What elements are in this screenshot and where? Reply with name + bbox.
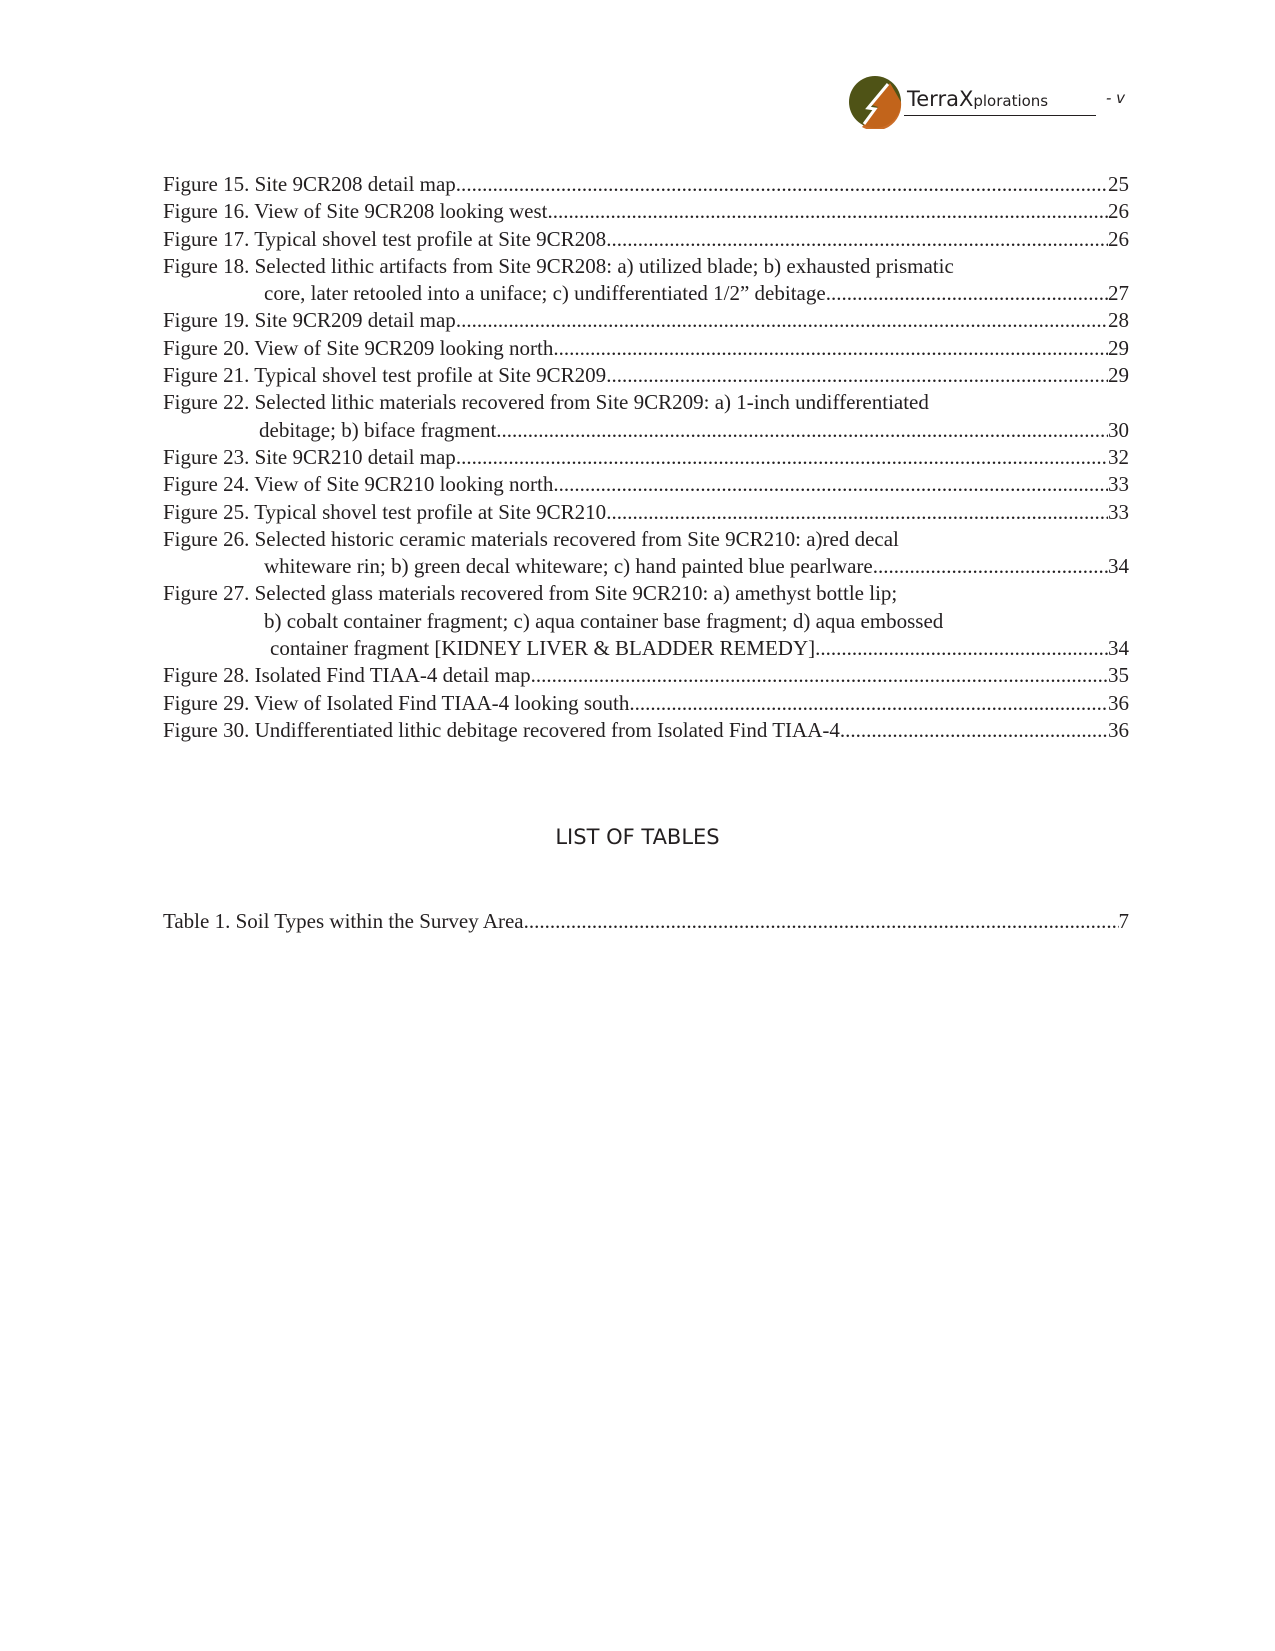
entry-label: Figure 24. View of Site 9CR210 looking north: [163, 472, 554, 497]
figure-entry-15: [163, 171, 1129, 198]
figure-entry-21: [163, 362, 1129, 389]
entry-page: 27: [1108, 281, 1129, 306]
entry-page: 26: [1108, 199, 1129, 224]
list-of-tables: [163, 908, 1129, 935]
entry-first-line: Figure 22. Selected lithic materials recovered from Site 9CR209: a) 1-inch undifferentiated: [163, 390, 929, 415]
dot-leader: [606, 226, 1108, 253]
dot-leader: [548, 198, 1108, 225]
dot-leader: [606, 499, 1108, 526]
figure-entry-28: [163, 662, 1129, 689]
entry-label: Figure 28. Isolated Find TIAA-4 detail map: [163, 663, 531, 688]
entry-page: 35: [1108, 663, 1129, 688]
entry-label: Figure 23. Site 9CR210 detail map: [163, 444, 456, 469]
figure-entry-30: [163, 717, 1129, 744]
entry-page: 29: [1108, 363, 1129, 388]
dot-leader: [524, 908, 1119, 935]
entry-label: whiteware rin; b) green decal whiteware; c) hand painted blue pearlware: [264, 554, 873, 579]
entry-label: Figure 20. View of Site 9CR209 looking north: [163, 335, 554, 360]
figure-entry-22: [163, 389, 1129, 444]
figure-entry-17: [163, 226, 1129, 253]
figure-entry-27: [163, 580, 1129, 662]
figure-entry-29: [163, 690, 1129, 717]
dot-leader: [456, 444, 1108, 471]
figure-entry-19: [163, 307, 1129, 334]
entry-label: container fragment [KIDNEY LIVER & BLADDER REMEDY]: [270, 636, 816, 661]
dot-leader: [840, 717, 1108, 744]
figure-entry-25: [163, 499, 1129, 526]
entry-page: 34: [1108, 636, 1129, 661]
page-header: [848, 75, 1133, 133]
page-number: - v: [1106, 89, 1126, 107]
entry-label: Figure 19. Site 9CR209 detail map: [163, 308, 456, 333]
entry-page: 7: [1118, 909, 1129, 933]
entry-page: 28: [1108, 308, 1129, 333]
entry-first-line: Figure 26. Selected historic ceramic materials recovered from Site 9CR210: a)red decal: [163, 526, 899, 551]
dot-leader: [456, 307, 1108, 334]
brand-primary: TerraX: [907, 87, 974, 111]
entry-label: Figure 15. Site 9CR208 detail map..: [163, 172, 467, 196]
brand-name: [907, 87, 1048, 111]
entry-page: 36: [1108, 690, 1129, 715]
entry-label: Figure 25. Typical shovel test profile at Site 9CR210: [163, 499, 607, 524]
dot-leader: [629, 690, 1108, 717]
entry-label: core, later retooled into a uniface; c) undifferentiated 1/2” debitage: [264, 281, 826, 306]
dot-leader: [553, 335, 1108, 362]
entry-label: Figure 29. View of Isolated Find TIAA-4 looking south: [163, 690, 630, 715]
entry-page: 30: [1108, 417, 1129, 442]
entry-label: Figure 17. Typical shovel test profile at Site 9CR208: [163, 226, 607, 251]
list-of-tables-heading: LIST OF TABLES: [555, 825, 720, 849]
entry-page: 36: [1108, 717, 1129, 742]
dot-leader: [531, 662, 1108, 689]
entry-label: Figure 21. Typical shovel test profile at Site 9CR209: [163, 363, 607, 388]
entry-label: Table 1. Soil Types within the Survey Area: [163, 909, 524, 933]
header-rule: [904, 115, 1096, 116]
list-of-figures: [163, 171, 1129, 744]
entry-page: 34: [1108, 554, 1129, 579]
dot-leader: [873, 553, 1108, 580]
figure-entry-18: [163, 253, 1129, 308]
entry-label: Figure 30. Undifferentiated lithic debitage recovered from Isolated Find TIAA-4: [163, 717, 840, 742]
brand-secondary: plorations: [973, 92, 1049, 110]
dot-leader: [553, 471, 1108, 498]
entry-page: 33: [1108, 472, 1129, 497]
entry-page: 26: [1108, 226, 1129, 251]
entry-second-line: b) cobalt container fragment; c) aqua container base fragment; d) aqua embossed: [264, 608, 944, 633]
figure-entry-16: [163, 198, 1129, 225]
entry-page: 29: [1108, 335, 1129, 360]
entry-page: 25: [1108, 172, 1129, 196]
dot-leader: [507, 417, 1108, 444]
figure-entry-20: [163, 335, 1129, 362]
entry-first-line: Figure 18. Selected lithic artifacts from Site 9CR208: a) utilized blade; b) exhausted prismatic: [163, 253, 954, 278]
table-entry-1: [163, 908, 1129, 935]
entry-label: Figure 16. View of Site 9CR208 looking west: [163, 199, 548, 224]
entry-page: 33: [1108, 499, 1129, 524]
figure-entry-24: [163, 471, 1129, 498]
entry-label: debitage; b) biface fragment..: [259, 417, 507, 442]
terraxplorations-logo-icon: [848, 75, 902, 129]
dot-leader: [466, 171, 1108, 198]
figure-entry-23: [163, 444, 1129, 471]
dot-leader: [826, 280, 1108, 307]
dot-leader: [815, 635, 1108, 662]
entry-page: 32: [1108, 444, 1129, 469]
entry-first-line: Figure 27. Selected glass materials recovered from Site 9CR210: a) amethyst bottle lip;: [163, 581, 898, 606]
figure-entry-26: [163, 526, 1129, 581]
dot-leader: [606, 362, 1108, 389]
